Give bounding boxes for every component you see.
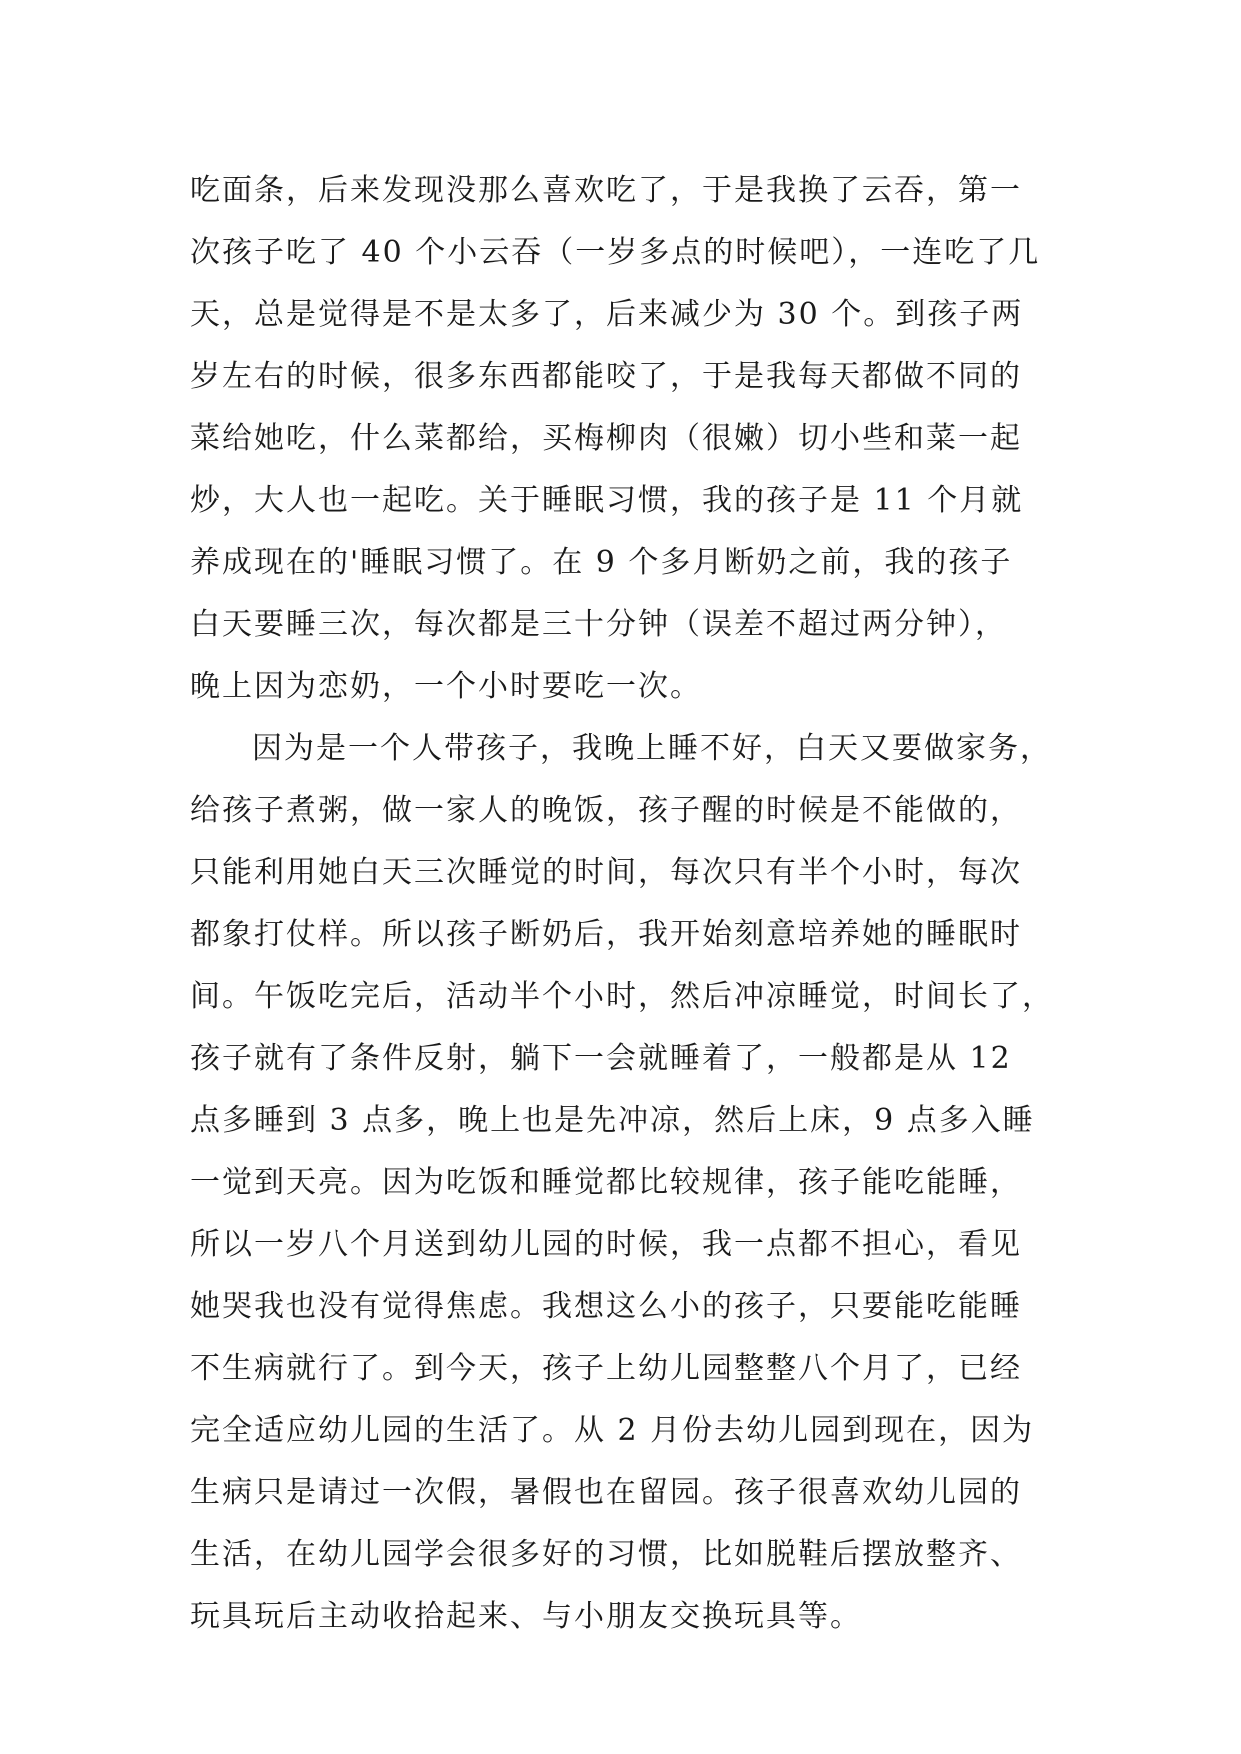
text-line: 晚上因为恋奶，一个小时要吃一次。 [190, 669, 702, 704]
text-line: 炒，大人也一起吃。关于睡眠习惯，我的孩子是 11 个月就 [190, 483, 1024, 518]
paragraph-1 [190, 160, 1070, 718]
text-line: 白天要睡三次，每次都是三十分钟（误差不超过两分钟）， [190, 607, 1007, 642]
text-line: 因为是一个人带孩子，我晚上睡不好，白天又要做家务， [252, 731, 1052, 766]
text-line: 她哭我也没有觉得焦虑。我想这么小的孩子，只要能吃能睡 [190, 1289, 1022, 1324]
text-line: 次孩子吃了 40 个小云吞（一岁多点的时候吧），一连吃了几 [190, 235, 1041, 270]
text-line: 间。午饭吃完后，活动半个小时，然后冲凉睡觉，时间长了， [190, 979, 1054, 1014]
text-line: 生病只是请过一次假，暑假也在留园。孩子很喜欢幼儿园的 [190, 1475, 1022, 1510]
body-text [190, 160, 1070, 1648]
text-line: 养成现在的'睡眠习惯了。在 9 个多月断奶之前，我的孩子 [190, 545, 1013, 580]
text-line: 吃面条，后来发现没那么喜欢吃了，于是我换了云吞，第一 [190, 173, 1022, 208]
text-line: 天，总是觉得是不是太多了，后来减少为 30 个。到孩子两 [190, 297, 1024, 332]
text-line: 点多睡到 3 点多，晚上也是先冲凉，然后上床，9 点多入睡 [190, 1103, 1035, 1138]
text-line: 岁左右的时候，很多东西都能咬了，于是我每天都做不同的 [190, 359, 1022, 394]
text-line: 只能利用她白天三次睡觉的时间，每次只有半个小时，每次 [190, 855, 1022, 890]
text-line: 菜给她吃，什么菜都给，买梅柳肉（很嫩）切小些和菜一起 [190, 421, 1022, 456]
text-line: 给孩子煮粥，做一家人的晚饭，孩子醒的时候是不能做的， [190, 793, 1022, 828]
text-line: 生活，在幼儿园学会很多好的习惯，比如脱鞋后摆放整齐、 [190, 1537, 1022, 1572]
text-line: 所以一岁八个月送到幼儿园的时候，我一点都不担心，看见 [190, 1227, 1022, 1262]
text-line: 一觉到天亮。因为吃饭和睡觉都比较规律，孩子能吃能睡， [190, 1165, 1022, 1200]
text-line: 都象打仗样。所以孩子断奶后，我开始刻意培养她的睡眠时 [190, 917, 1022, 952]
text-line: 完全适应幼儿园的生活了。从 2 月份去幼儿园到现在，因为 [190, 1413, 1035, 1448]
text-line: 不生病就行了。到今天，孩子上幼儿园整整八个月了，已经 [190, 1351, 1022, 1386]
text-line: 孩子就有了条件反射，躺下一会就睡着了，一般都是从 12 [190, 1041, 1012, 1076]
text-line: 玩具玩后主动收拾起来、与小朋友交换玩具等。 [190, 1599, 862, 1634]
paragraph-2 [190, 718, 1070, 1648]
